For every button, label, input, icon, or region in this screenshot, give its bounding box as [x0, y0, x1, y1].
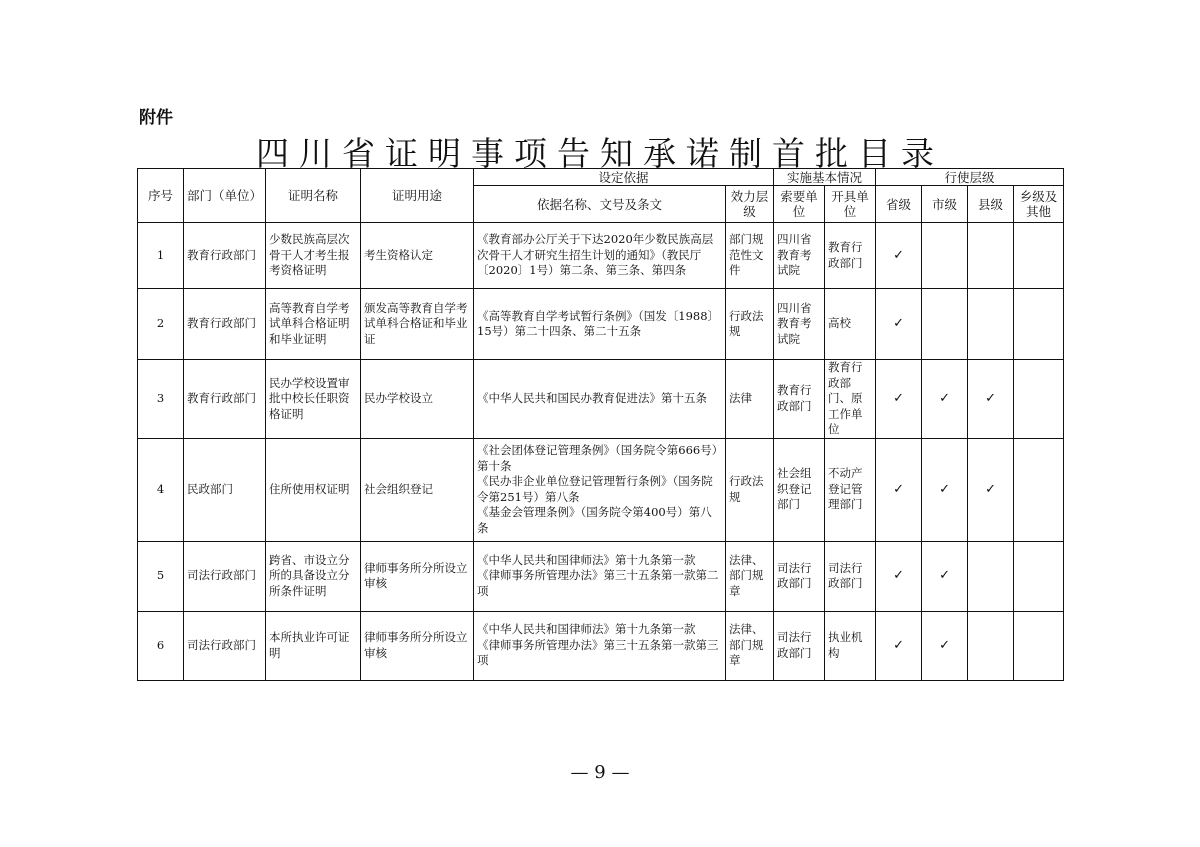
cell-issue-unit: 不动产登记管理部门 — [825, 438, 876, 541]
basis-line: 《律师事务所管理办法》第三十五条第一款第三项 — [477, 637, 719, 668]
cell-county — [968, 360, 1014, 439]
cell-town — [1014, 438, 1064, 541]
basis-line: 《中华人民共和国律师法》第十九条第一款 — [477, 622, 696, 637]
cell-cert-use: 社会组织登记 — [361, 438, 474, 541]
header-seq: 序号 — [138, 169, 184, 223]
cell-department: 司法行政部门 — [184, 541, 266, 611]
cell-county — [968, 289, 1014, 360]
cell-issue-unit: 司法行政部门 — [825, 541, 876, 611]
cell-basis — [474, 611, 726, 680]
check-icon: ✓ — [893, 481, 904, 497]
check-icon: ✓ — [939, 391, 950, 406]
basis-line: 《基金会管理条例》（国务院令第400号）第八条 — [477, 505, 712, 535]
table-row — [138, 289, 1064, 360]
header-impl-group: 实施基本情况 — [774, 169, 876, 186]
cell-department: 教育行政部门 — [184, 360, 266, 439]
cell-province — [876, 223, 922, 289]
cell-cert-use: 律师事务所分所设立审核 — [361, 541, 474, 611]
cell-cert-name: 跨省、市设立分所的具备设立分所条件证明 — [266, 541, 361, 611]
cell-town — [1014, 611, 1064, 680]
cell-basis — [474, 360, 726, 439]
cell-province — [876, 438, 922, 541]
header-county: 县级 — [968, 186, 1014, 223]
cell-city — [922, 360, 968, 439]
header-cert-name: 证明名称 — [266, 169, 361, 223]
cell-request-unit: 司法行政部门 — [774, 611, 825, 680]
header-cert-use: 证明用途 — [361, 169, 474, 223]
cell-seq: 3 — [138, 360, 184, 439]
check-icon: ✓ — [985, 391, 996, 406]
cell-effect-level: 法律 — [726, 360, 774, 439]
cell-cert-use: 考生资格认定 — [361, 223, 474, 289]
cell-town — [1014, 541, 1064, 611]
cell-issue-unit: 教育行政部门 — [825, 223, 876, 289]
cell-basis — [474, 438, 726, 541]
cell-seq: 5 — [138, 541, 184, 611]
cell-city — [922, 223, 968, 289]
table-row — [138, 438, 1064, 541]
cell-county — [968, 438, 1014, 541]
basis-line: 《中华人民共和国民办教育促进法》第十五条 — [477, 391, 707, 405]
cell-cert-use: 民办学校设立 — [361, 360, 474, 439]
cell-seq: 1 — [138, 223, 184, 289]
header-request-unit: 索要单位 — [774, 186, 825, 223]
header-basis-name: 依据名称、文号及条文 — [474, 186, 726, 223]
basis-line: 《民办非企业单位登记管理暂行条例》（国务院令第251号）第八条 — [477, 474, 713, 504]
cell-request-unit: 四川省教育考试院 — [774, 289, 825, 360]
basis-line: 《社会团体登记管理条例》（国务院令第666号）第十条 — [477, 443, 718, 473]
cell-county — [968, 223, 1014, 289]
cell-issue-unit: 教育行政部门、原工作单位 — [825, 360, 876, 439]
cell-province — [876, 541, 922, 611]
cell-request-unit: 司法行政部门 — [774, 541, 825, 611]
table-row — [138, 223, 1064, 289]
check-icon: ✓ — [939, 481, 950, 497]
cell-request-unit: 社会组织登记部门 — [774, 438, 825, 541]
cell-cert-use: 律师事务所分所设立审核 — [361, 611, 474, 680]
check-icon: ✓ — [985, 481, 996, 497]
check-icon: ✓ — [939, 568, 950, 584]
header-level-group: 行使层级 — [876, 169, 1064, 186]
cell-basis — [474, 541, 726, 611]
check-icon: ✓ — [893, 637, 904, 653]
check-icon: ✓ — [893, 247, 904, 263]
cell-city — [922, 541, 968, 611]
cell-effect-level: 法律、部门规章 — [726, 541, 774, 611]
table-row — [138, 541, 1064, 611]
table-row — [138, 611, 1064, 680]
cell-city — [922, 611, 968, 680]
cell-request-unit: 四川省教育考试院 — [774, 223, 825, 289]
cell-seq: 2 — [138, 289, 184, 360]
header-town: 乡级及其他 — [1014, 186, 1064, 223]
cell-issue-unit: 高校 — [825, 289, 876, 360]
cell-province — [876, 611, 922, 680]
cell-cert-name: 高等教育自学考试单科合格证明和毕业证明 — [266, 289, 361, 360]
cell-basis — [474, 289, 726, 360]
cell-town — [1014, 360, 1064, 439]
cell-cert-name: 本所执业许可证明 — [266, 611, 361, 680]
cell-seq: 4 — [138, 438, 184, 541]
cell-city — [922, 438, 968, 541]
cell-cert-use: 颁发高等教育自学考试单科合格证和毕业证 — [361, 289, 474, 360]
page-number: — 9 — — [570, 762, 630, 783]
cell-county — [968, 611, 1014, 680]
cell-effect-level: 部门规范性文件 — [726, 223, 774, 289]
header-effect-level: 效力层级 — [726, 186, 774, 223]
check-icon: ✓ — [893, 391, 904, 406]
cell-basis — [474, 223, 726, 289]
check-icon: ✓ — [939, 637, 950, 653]
basis-line: 《律师事务所管理办法》第三十五条第一款第二项 — [477, 568, 719, 598]
cell-effect-level: 行政法规 — [726, 289, 774, 360]
catalog-table — [137, 168, 1064, 681]
table-row — [138, 360, 1064, 439]
check-icon: ✓ — [893, 316, 904, 332]
check-icon: ✓ — [893, 568, 904, 584]
basis-line: 《教育部办公厅关于下达2020年少数民族高层次骨干人才研究生招生计划的通知》（教民厅〔2020〕1号）第二条、第三条、第四条 — [477, 232, 714, 278]
cell-cert-name: 住所使用权证明 — [266, 438, 361, 541]
basis-line: 《中华人民共和国律师法》第十九条第一款 — [477, 552, 696, 567]
cell-department: 司法行政部门 — [184, 611, 266, 680]
header-issue-unit: 开具单位 — [825, 186, 876, 223]
header-basis-group: 设定依据 — [474, 169, 774, 186]
cell-department: 教育行政部门 — [184, 289, 266, 360]
cell-effect-level: 法律、部门规章 — [726, 611, 774, 680]
cell-department: 民政部门 — [184, 438, 266, 541]
document-title: 四川省证明事项告知承诺制首批目录 — [256, 134, 944, 173]
cell-department: 教育行政部门 — [184, 223, 266, 289]
cell-cert-name: 民办学校设置审批中校长任职资格证明 — [266, 360, 361, 439]
cell-province — [876, 289, 922, 360]
cell-request-unit: 教育行政部门 — [774, 360, 825, 439]
basis-line: 《高等教育自学考试暂行条例》（国发〔1988〕15号）第二十四条、第二十五条 — [477, 308, 720, 338]
header-province: 省级 — [876, 186, 922, 223]
header-city: 市级 — [922, 186, 968, 223]
header-department: 部门（单位） — [184, 169, 266, 223]
cell-town — [1014, 223, 1064, 289]
cell-seq: 6 — [138, 611, 184, 680]
cell-town — [1014, 289, 1064, 360]
cell-county — [968, 541, 1014, 611]
cell-effect-level: 行政法规 — [726, 438, 774, 541]
cell-province — [876, 360, 922, 439]
attachment-label: 附件 — [139, 108, 173, 128]
cell-city — [922, 289, 968, 360]
cell-cert-name: 少数民族高层次骨干人才考生报考资格证明 — [266, 223, 361, 289]
cell-issue-unit: 执业机构 — [825, 611, 876, 680]
